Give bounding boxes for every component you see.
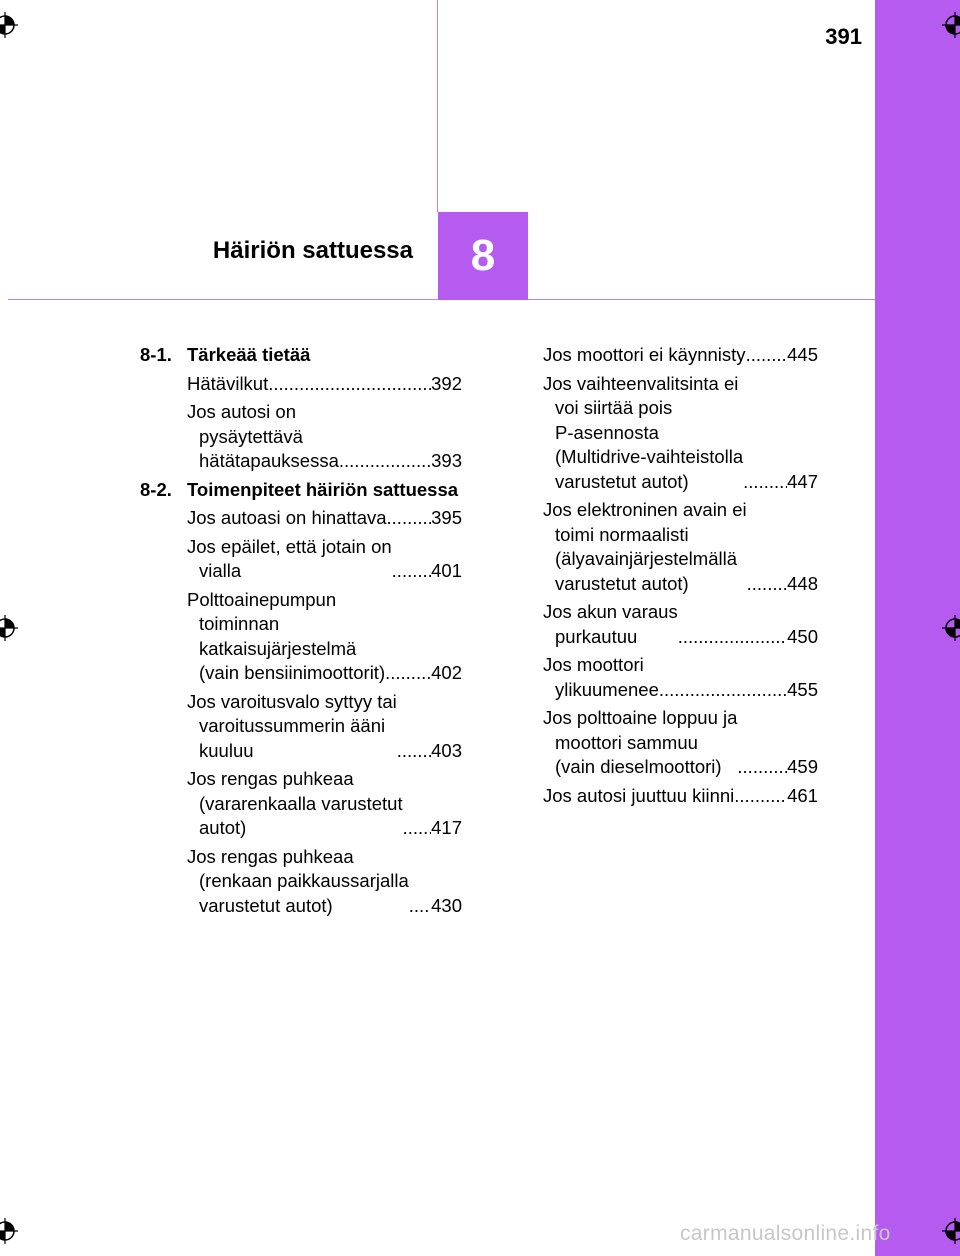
toc-entry-title: Jos elektroninen avain ei toimi normaalisti (älyavainjärjestelmällä varustetut autot) [543, 499, 747, 594]
dot-leader [339, 449, 431, 474]
section-number: 8-2. [140, 478, 172, 500]
toc-left-column [140, 343, 462, 922]
dot-leader [397, 739, 431, 764]
toc-right-column [543, 343, 818, 812]
toc-entry-title: Jos autosi juuttuu kiinni [543, 784, 735, 806]
dot-leader [734, 784, 787, 809]
section-number: 8-1. [140, 344, 172, 365]
toc-entry-page: 447 [787, 470, 818, 492]
toc-entry-page: 448 [787, 572, 818, 594]
toc-entry-page: 402 [431, 662, 462, 683]
toc-entry-title: Jos polttoaine loppuu ja moottori sammuu (vain dieselmoottori) [543, 707, 738, 777]
toc-entry-title: Jos autosi on pysäytettävä hätätapauksessa [187, 401, 339, 471]
toc-section-heading [140, 343, 462, 368]
dot-leader [409, 894, 431, 919]
toc-entry-title: Jos moottori ylikuumenee [543, 654, 659, 700]
toc-entry-page: 461 [787, 784, 818, 806]
chapter-title: Häiriön sattuessa [212, 237, 413, 264]
dot-leader [387, 506, 432, 531]
dot-leader [659, 678, 787, 703]
toc-entry[interactable] [187, 767, 462, 841]
dot-leader [268, 372, 431, 397]
toc-entry-title: Jos rengas puhkeaa (renkaan paikkaussarjalla varustetut autot) [187, 845, 409, 916]
dot-leader [385, 661, 431, 686]
toc-entry[interactable] [543, 784, 818, 809]
dot-leader [743, 470, 787, 495]
registration-mark-icon [942, 12, 960, 38]
page-number: 391 [825, 24, 862, 49]
toc-entry-page: 401 [431, 560, 462, 581]
toc-entry[interactable] [543, 372, 818, 495]
dot-leader [737, 755, 787, 780]
toc-entry-page: 395 [431, 507, 462, 528]
toc-entry-title: Jos rengas puhkeaa (vararenkaalla varustetut autot) [187, 768, 403, 838]
toc-entry-title: Polttoainepumpun toiminnan katkaisujärjestelmä (vain bensiinimoottorit) [187, 588, 386, 683]
section-title: Tärkeää tietää [187, 344, 311, 365]
toc-section-heading [140, 478, 462, 503]
dot-leader [678, 625, 787, 650]
toc-entry-page: 459 [787, 756, 818, 777]
toc-entry-page: 430 [431, 894, 462, 916]
header-divider-vertical [437, 0, 438, 212]
toc-entry[interactable] [543, 498, 818, 596]
toc-entry-title: Jos epäilet, että jotain on vialla [187, 535, 392, 581]
toc-entry-page: 403 [431, 739, 462, 761]
registration-mark-icon [0, 12, 18, 38]
toc-entry[interactable] [187, 372, 462, 397]
registration-mark-icon [0, 1218, 18, 1244]
toc-entry[interactable] [543, 653, 818, 702]
toc-entry-page: 393 [431, 450, 462, 471]
toc-entry-title: Jos moottori ei käynnisty [543, 344, 746, 365]
toc-entry-title: Jos varoitusvalo syttyy tai varoitussummerin ääni kuuluu [187, 690, 397, 761]
registration-mark-icon [942, 615, 960, 641]
toc-entry-title: Jos autoasi on hinattava [187, 507, 387, 528]
toc-entry[interactable] [543, 600, 818, 649]
toc-entry[interactable] [543, 343, 818, 368]
section-title: Toimenpiteet häiriön sattuessa [187, 478, 459, 500]
toc-entry-page: 445 [787, 344, 818, 365]
toc-entry-title: Jos vaihteenvalitsinta ei voi siirtää pois P-asennosta (Multidrive-vaihteistolla varustetut autot) [543, 372, 744, 492]
toc-entry-title: Hätävilkut [187, 372, 269, 394]
toc-entry[interactable] [187, 506, 462, 531]
toc-entry[interactable] [187, 690, 462, 764]
chapter-number-box [438, 212, 528, 300]
registration-mark-icon [942, 1218, 960, 1244]
dot-leader [392, 559, 431, 584]
toc-entry[interactable] [187, 845, 462, 919]
toc-entry-page: 450 [787, 625, 818, 647]
toc-entry[interactable] [543, 706, 818, 780]
dot-leader [403, 816, 432, 841]
toc-entry[interactable] [187, 588, 462, 686]
watermark: carmanualsonline.info [680, 1222, 891, 1245]
chapter-number: 8 [470, 231, 496, 280]
toc-entry-title: Jos akun varaus purkautuu [543, 601, 678, 647]
dot-leader [747, 572, 787, 597]
dot-leader [746, 343, 788, 368]
toc-entry-page: 455 [787, 678, 818, 700]
toc-entry-page: 392 [431, 372, 462, 394]
registration-mark-icon [0, 615, 18, 641]
toc-entry-page: 417 [431, 817, 462, 838]
toc-entry[interactable] [187, 535, 462, 584]
toc-entry[interactable] [187, 400, 462, 474]
